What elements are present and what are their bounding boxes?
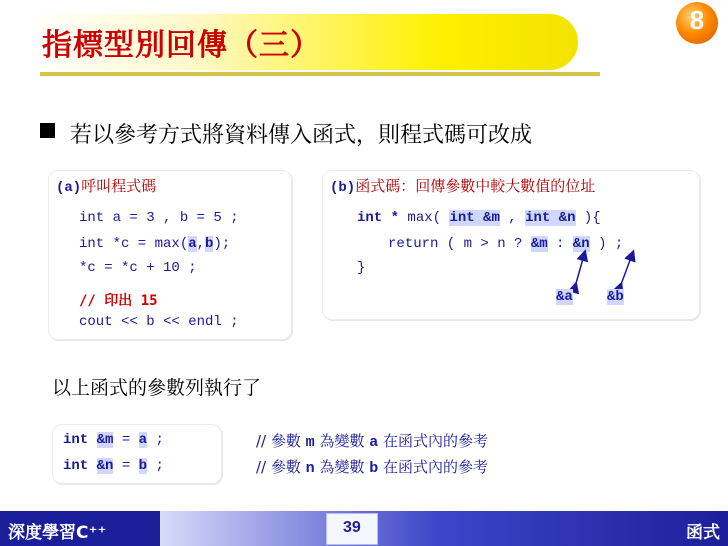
code-line-1: int a = 3 , b = 5 ; [79, 210, 239, 226]
code-text: ) ; [589, 236, 624, 252]
code-text: return ( m > n ? [388, 236, 531, 252]
binding-comment-2 [256, 456, 488, 477]
function-name: max( [399, 210, 450, 226]
code-text: = [113, 432, 139, 448]
keyword: int [63, 458, 89, 474]
code-text: ); [213, 236, 231, 252]
return-type: int * [357, 210, 400, 226]
ref-n: &n [96, 458, 114, 474]
annotation-a: &a [556, 289, 573, 305]
bullet-text: 若以參考方式將資料傳入函式，則程式碼可改成 [70, 123, 533, 148]
code-line-5: cout << b << endl ; [79, 314, 239, 330]
comment-text: // 參數 [256, 432, 306, 450]
comment-text: 在函式內的參考 [378, 458, 489, 476]
code-text: ; [147, 432, 164, 448]
comment-var: b [369, 460, 379, 477]
annotation-b: &b [607, 289, 624, 305]
comment-var: a [369, 434, 379, 451]
comment-text: 在函式內的參考 [378, 432, 489, 450]
arg-b: b [205, 236, 214, 252]
arrow-n [620, 255, 632, 287]
page-number: 39 [343, 519, 361, 536]
footer-bar [0, 511, 728, 546]
panel-a-prefix: (a) [56, 180, 82, 196]
code-text: ; [147, 458, 164, 474]
code-text: int *c = max( [79, 236, 189, 252]
code-line-3: *c = *c + 10 ; [79, 260, 197, 276]
panel-a-label: 呼叫程式碼 [81, 177, 157, 195]
code-text: : [547, 236, 573, 252]
panel-b-prefix: (b) [330, 180, 356, 196]
comment-text: 為變數 [314, 458, 370, 476]
book-title: 深度學習C⁺⁺ [8, 523, 107, 543]
code-text: , [499, 210, 526, 226]
arg-a: a [188, 236, 197, 252]
ref-m: &m [96, 432, 114, 448]
binding-line-2 [63, 458, 164, 474]
code-comment: // 印出 15 [79, 293, 158, 309]
slide-number: 8 [689, 5, 705, 35]
code-text: = [113, 458, 139, 474]
closing-brace: } [357, 260, 366, 276]
keyword: int [63, 432, 89, 448]
panel-b-label: 函式碼：回傳參數中較大數值的位址 [355, 177, 596, 195]
slide-title: 指標型別回傳（三） [42, 28, 321, 63]
ret-n: &n [572, 236, 590, 252]
binding-line-1 [63, 432, 164, 448]
section-heading: 以上函式的參數列執行了 [52, 377, 262, 399]
ret-m: &m [530, 236, 548, 252]
var-b: b [138, 458, 148, 474]
comment-var: m [305, 434, 315, 451]
param-n: int &n [525, 210, 576, 226]
chapter-name: 函式 [686, 523, 720, 543]
arrow-m [575, 255, 584, 287]
comment-var: n [305, 460, 315, 477]
comment-text: // 參數 [256, 458, 306, 476]
comment-text: 為變數 [314, 432, 370, 450]
code-text: ){ [575, 210, 601, 226]
var-a: a [138, 432, 148, 448]
code-text: , [196, 236, 206, 252]
param-m: int &m [449, 210, 500, 226]
binding-comment-1 [256, 430, 488, 451]
